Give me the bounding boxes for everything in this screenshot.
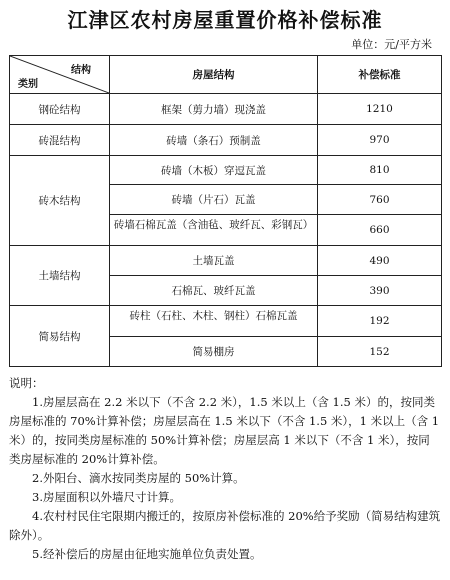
structure-cell (110, 215, 318, 246)
notes-section (9, 374, 441, 564)
document-title: 江津区农村房屋重置价格补偿标准 (67, 8, 383, 32)
price-cell: 490 (318, 246, 442, 276)
category-cell: 钢砼结构 (10, 94, 110, 125)
price-cell: 192 (318, 306, 442, 337)
structure-cell: 框架（剪力墙）现浇盖 (110, 94, 318, 125)
table-header-row (10, 56, 442, 94)
table-row (10, 125, 442, 156)
table-row (10, 94, 442, 125)
price-cell: 152 (318, 337, 442, 367)
header-price-column: 补偿标准 (318, 56, 442, 94)
structure-cell: 土墙瓦盖 (110, 246, 318, 276)
structure-cell: 简易棚房 (110, 337, 318, 367)
category-cell: 土墙结构 (10, 246, 110, 306)
note-item: 4.农村村民住宅限期内搬迁的，按原房补偿标准的 20%给予奖励（简易结构建筑除外）。 (9, 509, 441, 542)
structure-text: 砖墙石棉瓦盖（含油毡、玻纤瓦、彩钢瓦） (113, 219, 314, 231)
note-item: 2.外阳台、滴水按同类房屋的 50%计算。 (32, 471, 245, 485)
header-corner-cell (10, 56, 110, 94)
structure-cell: 石棉瓦、玻纤瓦盖 (110, 276, 318, 306)
structure-text: 砖柱（石柱、木柱、钢柱）石棉瓦盖 (129, 310, 298, 322)
note-item: 1.房屋层高在 2.2 米以下（不含 2.2 米），1.5 米以上（含 1.5 米）的，按同类房屋标准的 70%计算补偿；房屋层高在 1.5 米以下（不含 1.5 米），1 米以上（含 1 米）的，按同类房屋标准的 50%计算补偿；房屋层高 1 米以下（不含 1 米），按同类房屋标准的 20%计算补偿。 (9, 395, 440, 466)
structure-cell (110, 306, 318, 337)
header-structure-label: 结构 (71, 65, 91, 76)
table-row (10, 246, 442, 276)
price-cell: 810 (318, 156, 442, 185)
structure-cell: 砖墙（片石）瓦盖 (110, 185, 318, 215)
table-row (10, 156, 442, 185)
header-structure-column: 房屋结构 (110, 56, 318, 94)
note-item: 3.房屋面积以外墙尺寸计算。 (32, 490, 181, 504)
structure-cell: 砖墙（木板）穿逗瓦盖 (110, 156, 318, 185)
header-category-label: 类别 (18, 79, 38, 90)
category-cell: 简易结构 (10, 306, 110, 367)
price-cell: 1210 (318, 94, 442, 125)
price-cell: 660 (318, 215, 442, 246)
category-cell: 砖混结构 (10, 125, 110, 156)
compensation-table (9, 55, 442, 367)
structure-cell: 砖墙（条石）预制盖 (110, 125, 318, 156)
table-row (10, 306, 442, 337)
unit-label: 单位：元/平方米 (351, 38, 432, 51)
price-cell: 760 (318, 185, 442, 215)
price-cell: 970 (318, 125, 442, 156)
notes-heading: 说明： (9, 376, 44, 390)
category-cell: 砖木结构 (10, 156, 110, 246)
note-item: 5.经补偿后的房屋由征地实施单位负责处置。 (32, 547, 262, 561)
price-cell: 390 (318, 276, 442, 306)
